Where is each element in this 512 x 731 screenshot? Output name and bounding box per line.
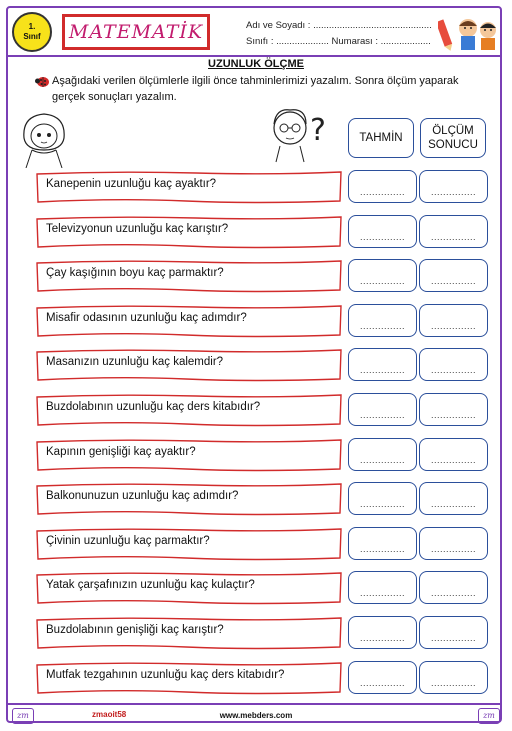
answer-placeholder: ............... [359,276,405,286]
result-answer-box[interactable] [419,661,488,694]
estimate-answer-box[interactable] [348,215,417,248]
result-answer-box[interactable] [419,616,488,649]
question-row [0,259,512,295]
name-field[interactable]: Adı ve Soyadı : ............................................. [246,20,432,31]
result-answer-box[interactable] [419,304,488,337]
question-box [36,527,342,561]
answer-placeholder: ............... [359,678,405,688]
answer-placeholder: ............... [430,276,476,286]
answer-placeholder: ............... [430,499,476,509]
svg-text:?: ? [310,113,326,148]
estimate-answer-box[interactable] [348,348,417,381]
question-row [0,393,512,429]
estimate-column-header [348,118,414,158]
question-box [36,661,342,695]
estimate-column-label: TAHMİN [359,132,403,144]
question-row [0,616,512,652]
question-text: Kanepenin uzunluğu kaç ayaktır? [46,178,217,190]
question-box [36,571,342,605]
answer-placeholder: ............... [430,365,476,375]
estimate-answer-box[interactable] [348,571,417,604]
footer-divider [6,703,502,705]
answer-placeholder: ............... [359,321,405,331]
answer-placeholder: ............... [430,410,476,420]
result-column-label-line1: ÖLÇÜM [432,125,474,137]
question-text: Yatak çarşafınızın uzunluğu kaç kulaçtır? [46,579,255,591]
kids-pencil-illustration [438,14,500,52]
answer-placeholder: ............... [430,544,476,554]
answer-placeholder: ............... [430,633,476,643]
thinking-boy-illustration [266,104,330,164]
result-answer-box[interactable] [419,170,488,203]
answer-placeholder: ............... [430,232,476,242]
estimate-answer-box[interactable] [348,170,417,203]
footer-logo-left: zm [12,708,34,724]
result-answer-box[interactable] [419,348,488,381]
question-text: Buzdolabının genişliği kaç karıştır? [46,624,224,636]
question-text: Çivinin uzunluğu kaç parmaktır? [46,535,210,547]
question-box [36,393,342,427]
question-row [0,304,512,340]
question-text: Misafir odasının uzunluğu kaç adımdır? [46,312,247,324]
result-answer-box[interactable] [419,482,488,515]
footer-code: zmaoit58 [92,710,127,719]
estimate-answer-box[interactable] [348,304,417,337]
answer-placeholder: ............... [359,499,405,509]
estimate-answer-box[interactable] [348,661,417,694]
question-row [0,438,512,474]
grade-badge [12,12,52,52]
result-answer-box[interactable] [419,393,488,426]
question-box [36,215,342,249]
answer-placeholder: ............... [430,455,476,465]
question-text: Televizyonun uzunluğu kaç karıştır? [46,223,229,235]
result-column-header [420,118,486,158]
result-answer-box[interactable] [419,571,488,604]
question-box [36,259,342,293]
page-title: UZUNLUK ÖLÇME [208,58,304,70]
question-box [36,348,342,382]
girl-illustration [14,110,74,168]
question-row [0,661,512,697]
question-row [0,170,512,206]
result-answer-box[interactable] [419,259,488,292]
answer-placeholder: ............... [359,588,405,598]
answer-placeholder: ............... [359,633,405,643]
header-divider [6,55,502,57]
question-text: Çay kaşığının boyu kaç parmaktır? [46,267,224,279]
subject-box [62,14,210,50]
answer-placeholder: ............... [359,544,405,554]
result-answer-box[interactable] [419,527,488,560]
estimate-answer-box[interactable] [348,393,417,426]
question-text: Buzdolabının uzunluğu kaç ders kitabıdır? [46,401,261,413]
question-row [0,482,512,518]
answer-placeholder: ............... [359,187,405,197]
question-box [36,616,342,650]
estimate-answer-box[interactable] [348,527,417,560]
estimate-answer-box[interactable] [348,259,417,292]
question-box [36,482,342,516]
answer-placeholder: ............... [359,232,405,242]
grade-label: Sınıf [23,32,41,41]
grade-number: 1. [28,22,36,31]
answer-placeholder: ............... [430,321,476,331]
answer-placeholder: ............... [359,455,405,465]
question-text: Balkonunuzun uzunluğu kaç adımdır? [46,490,239,502]
footer-website[interactable]: www.mebders.com [219,711,293,720]
question-text: Masanızın uzunluğu kaç kalemdir? [46,356,224,368]
question-text: Mutfak tezgahının uzunluğu kaç ders kitabıdır? [46,669,285,681]
estimate-answer-box[interactable] [348,438,417,471]
question-row [0,215,512,251]
subject-title: MATEMATİK [68,21,204,43]
question-box [36,438,342,472]
question-row [0,348,512,384]
answer-placeholder: ............... [430,678,476,688]
answer-placeholder: ............... [430,187,476,197]
ladybug-icon [34,74,50,88]
class-number-field[interactable]: Sınıfı : .................... Numarası : ................... [246,36,431,47]
question-row [0,571,512,607]
question-text: Kapının genişliği kaç ayaktır? [46,446,196,458]
footer-logo-right: zm [478,708,500,724]
question-box [36,304,342,338]
estimate-answer-box[interactable] [348,482,417,515]
result-answer-box[interactable] [419,438,488,471]
result-column-label-line2: SONUCU [428,139,478,151]
answer-placeholder: ............... [359,410,405,420]
answer-placeholder: ............... [359,365,405,375]
answer-placeholder: ............... [430,588,476,598]
instructions-text: Aşağıdaki verilen ölçümlerle ilgili önce tahminlerimizi yazalım. Sonra ölçüm yaparak gerçek sonuçları yazalım. [52,75,459,103]
result-answer-box[interactable] [419,215,488,248]
question-box [36,170,342,204]
estimate-answer-box[interactable] [348,616,417,649]
question-row [0,527,512,563]
